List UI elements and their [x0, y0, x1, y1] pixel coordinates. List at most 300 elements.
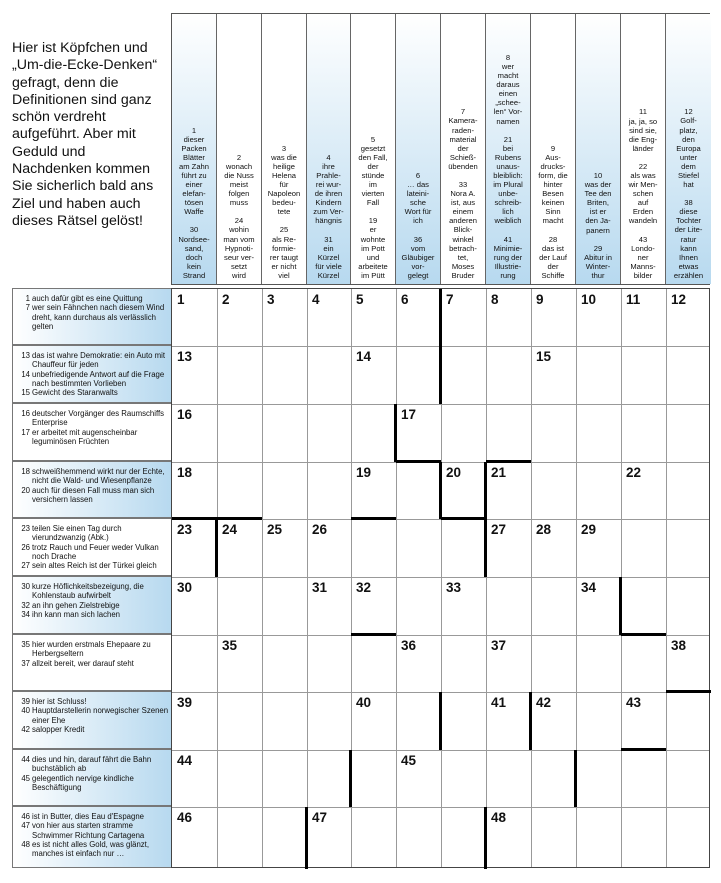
row-clue-number: 13: [21, 351, 30, 360]
row-clue-number: 26: [21, 542, 30, 552]
column-clue-line: wird: [232, 270, 246, 280]
grid-cell-number: 5: [356, 292, 364, 307]
column-clue-line: keinen: [541, 198, 565, 208]
column-clue-line: meist: [229, 180, 249, 190]
column-clue-line: am Zahn: [179, 161, 209, 171]
column-clue-line: schreib-: [494, 198, 522, 208]
grid-cell-number: 25: [267, 522, 283, 537]
row-clue-item: [18, 370, 169, 389]
word-separator: [484, 807, 487, 869]
word-separator: [529, 692, 532, 750]
column-clue-line: doch: [185, 252, 203, 262]
word-separator: [215, 519, 218, 577]
column-clue-line: was der: [584, 180, 612, 190]
grid-line-vertical: [531, 289, 532, 867]
grid-cell-number: 23: [177, 522, 193, 537]
column-clue-8: [486, 14, 531, 284]
column-clue-line: vom: [410, 243, 426, 253]
column-clue-line: formie-: [272, 243, 296, 253]
column-clue-11: [621, 14, 666, 284]
grid-line-vertical: [307, 289, 308, 867]
word-separator: [619, 577, 622, 635]
row-clue-4: [12, 461, 171, 518]
column-clue-line: gesetzt: [360, 143, 386, 153]
row-clue-5: [12, 518, 171, 576]
column-clue-line: thur: [591, 270, 605, 280]
grid-line-vertical: [217, 289, 218, 867]
row-clue-item: [18, 697, 169, 706]
column-clue-5: [351, 14, 396, 284]
grid-cell-number: 24: [222, 522, 238, 537]
row-clue-8: [12, 691, 171, 749]
column-clue-line: hat: [683, 180, 694, 190]
column-clue-line: für viele: [315, 261, 342, 271]
column-clue-line: platz,: [679, 125, 698, 135]
column-clue-line: 11: [639, 107, 647, 117]
grid-cell-number: 47: [312, 810, 328, 825]
row-clue-text: dies und hin, darauf fährt die Bahn buchstäblich ab: [32, 755, 152, 774]
column-clue-line: heilige: [273, 161, 295, 171]
grid-line-horizontal: [172, 577, 709, 578]
column-clue-line: im: [368, 180, 377, 190]
column-clue-line: seur ver-: [224, 252, 254, 262]
row-clue-item: [18, 351, 169, 370]
column-clue-line: auf: [637, 198, 649, 208]
row-clue-item: [18, 524, 169, 543]
column-clue-line: der: [367, 161, 379, 171]
column-clue-group: [307, 235, 350, 280]
grid-cell-number: 7: [446, 292, 454, 307]
column-clue-line: einer: [185, 180, 203, 190]
crossword-grid[interactable]: [171, 288, 710, 868]
column-clue-line: den Ja-: [585, 216, 611, 226]
column-clue-line: bilder: [633, 270, 653, 280]
column-clue-line: hängnis: [315, 216, 342, 226]
column-clue-line: rung: [500, 270, 516, 280]
column-clue-line: 5: [370, 134, 376, 144]
column-clue-line: Strand: [182, 270, 206, 280]
column-clue-line: wohin: [229, 225, 249, 235]
column-clue-line: Stiefel: [677, 170, 700, 180]
row-clue-number: 45: [21, 773, 30, 783]
grid-cell-number: 33: [446, 580, 462, 595]
column-clue-line: macht: [542, 216, 564, 226]
grid-cell-number: 38: [671, 638, 687, 653]
column-clue-line: ner: [637, 252, 649, 262]
column-clue-line: was die: [271, 152, 297, 162]
word-separator: [305, 807, 308, 869]
column-clue-line: den: [682, 134, 695, 144]
column-clue-line: Wort für: [404, 207, 432, 217]
column-clue-line: viel: [278, 270, 290, 280]
column-clue-group: [172, 126, 216, 217]
grid-cell-number: 43: [626, 695, 642, 710]
row-clue-text: Hauptdarstellerin norwegischer Szenen einer Ehe: [32, 706, 169, 725]
grid-cell-number: 26: [312, 522, 328, 537]
grid-cell-number: 36: [401, 638, 417, 653]
column-clue-line: sche: [409, 198, 427, 208]
row-clue-number: 20: [21, 485, 30, 495]
column-clue-line: der Lauf: [539, 252, 567, 262]
column-clue-line: winkel: [452, 234, 474, 244]
column-clue-line: Prahle-: [316, 170, 341, 180]
column-clue-line: die Eng-: [628, 134, 658, 144]
column-clues-header: [171, 13, 710, 285]
column-clue-group: [351, 216, 395, 280]
column-clue-line: einen: [498, 89, 518, 99]
column-clue-line: sind sie,: [629, 125, 657, 135]
column-clue-line: der: [457, 143, 469, 153]
grid-cell-number: 13: [177, 349, 193, 364]
column-clue-line: wer: [501, 61, 515, 71]
row-clue-text: allzeit bereit, wer darauf steht: [32, 658, 134, 668]
word-separator: [439, 346, 442, 404]
column-clue-line: Illustrie-: [494, 261, 522, 271]
column-clue-line: gelegt: [407, 270, 429, 280]
column-clue-group: [486, 53, 530, 126]
column-clue-line: Helena: [271, 170, 297, 180]
grid-cell-number: 11: [626, 292, 641, 307]
row-clue-7: [12, 634, 171, 691]
column-clue-group: [666, 107, 711, 189]
column-clue-line: 2: [236, 152, 242, 162]
column-clue-line: wohnte: [360, 234, 386, 244]
word-separator: [351, 633, 396, 636]
word-separator: [484, 519, 487, 577]
row-clue-number: 18: [21, 467, 30, 476]
column-clue-10: [576, 14, 621, 284]
row-clue-text: er arbeitet mit augenscheinbar leguminösen Früchten: [32, 427, 138, 446]
column-clue-4: [307, 14, 351, 284]
column-clue-group: [486, 235, 530, 280]
column-clue-line: ratur: [680, 234, 697, 244]
row-clue-number: 42: [21, 724, 30, 734]
column-clue-line: daraus: [496, 80, 520, 90]
grid-cell-number: 34: [581, 580, 597, 595]
column-clue-line: 24: [234, 216, 244, 226]
column-clue-line: tet,: [457, 252, 469, 262]
row-clue-number: 48: [21, 839, 30, 849]
row-clue-item: [18, 388, 169, 397]
grid-cell-number: 20: [446, 465, 462, 480]
word-separator: [217, 517, 262, 520]
word-separator: [439, 462, 442, 519]
column-clue-line: ist er: [589, 207, 607, 217]
column-clue-line: lateini-: [406, 189, 430, 199]
row-clue-item: [18, 812, 169, 821]
column-clue-line: weiblich: [494, 216, 522, 226]
grid-cell-number: 28: [536, 522, 552, 537]
row-clue-item: [18, 774, 169, 793]
column-clue-1: [172, 14, 217, 284]
column-clue-line: muss: [229, 198, 249, 208]
column-clue-2: [217, 14, 262, 284]
row-clue-text: es ist nicht alles Gold, was glänzt, manches ist einfach nur …: [32, 839, 150, 859]
grid-line-horizontal: [172, 404, 709, 405]
column-clue-group: [262, 225, 306, 280]
column-clue-line: Minimie-: [493, 243, 523, 253]
row-clue-number: 14: [21, 369, 30, 379]
grid-cell-number: 39: [177, 695, 193, 710]
column-clue-line: kann: [680, 243, 697, 253]
row-clue-item: [18, 486, 169, 505]
column-clue-group: [217, 153, 261, 208]
column-clue-line: Moses: [451, 261, 475, 271]
column-clue-line: der: [547, 261, 559, 271]
grid-line-vertical: [262, 289, 263, 867]
column-clue-line: Briten,: [587, 198, 609, 208]
column-clue-line: 36: [413, 234, 423, 244]
grid-cell-number: 4: [312, 292, 320, 307]
column-clue-line: … das: [407, 180, 429, 190]
column-clue-line: wir Men-: [628, 180, 658, 190]
column-clue-line: 22: [638, 161, 648, 171]
row-clue-text: ist in Butter, dies Eau d'Espagne: [32, 812, 145, 821]
column-clue-line: 4: [326, 152, 331, 162]
column-clue-line: lich: [502, 207, 514, 217]
column-clue-line: Rubens: [494, 152, 522, 162]
grid-line-vertical: [396, 289, 397, 867]
row-clue-text: hier ist Schluss!: [32, 697, 87, 706]
row-clue-10: [12, 806, 171, 868]
row-clue-item: [18, 409, 169, 428]
row-clue-text: gelegentlich nervige kindliche Beschäftigung: [32, 773, 134, 792]
grid-cell-number: 41: [491, 695, 507, 710]
grid-cell-number: 16: [177, 407, 193, 422]
column-clue-line: bedeu-: [272, 198, 296, 208]
word-separator: [439, 692, 442, 750]
row-clue-item: [18, 725, 169, 734]
word-separator: [396, 460, 441, 463]
row-clue-text: kurze Höflichkeitsbezeigung, die Kohlenstaub aufwirbelt: [32, 582, 144, 601]
column-clue-line: dem: [681, 161, 696, 171]
row-clue-text: hier wurden erstmals Ehepaare zu Herbergseltern: [32, 640, 151, 659]
column-clue-line: unaus-: [496, 161, 520, 171]
word-separator: [484, 462, 487, 519]
column-clue-line: rung der: [493, 252, 523, 262]
column-clue-group: [531, 235, 575, 280]
row-clue-text: salopper Kredit: [32, 724, 85, 734]
column-clue-line: im Pütt: [361, 270, 385, 280]
grid-cell-number: 2: [222, 292, 230, 307]
word-separator: [666, 690, 711, 693]
row-clue-number: 1: [25, 294, 30, 303]
column-clue-line: kein: [187, 261, 201, 271]
column-clue-line: Ihnen: [678, 252, 698, 262]
column-clue-line: 38: [684, 198, 693, 208]
grid-cell-number: 31: [312, 580, 328, 595]
column-clue-group: [441, 107, 485, 171]
word-separator: [441, 517, 486, 520]
grid-cell-number: 15: [536, 349, 552, 364]
row-clue-number: 47: [21, 821, 30, 831]
row-clue-number: 34: [21, 609, 30, 619]
row-clue-number: 27: [21, 561, 30, 571]
column-clue-line: bleiblich:: [493, 170, 523, 180]
column-clue-line: len“ Vor-: [493, 107, 523, 117]
column-clue-line: Manns-: [630, 261, 656, 271]
column-clue-line: 28: [548, 234, 558, 244]
column-clue-line: wandeln: [628, 216, 658, 226]
column-clue-line: raden-: [452, 125, 474, 135]
column-clue-line: führt zu: [181, 170, 207, 180]
column-clue-line: wonach: [225, 161, 253, 171]
column-clue-line: etwas: [678, 261, 699, 271]
row-clue-item: [18, 755, 169, 774]
word-separator: [349, 750, 352, 807]
column-clue-line: Waffe: [184, 207, 204, 217]
column-clue-line: sand,: [184, 243, 204, 253]
row-clue-item: [18, 821, 169, 840]
row-clue-text: deutscher Vorgänger des Raumschiffs Enterprise: [32, 409, 165, 428]
grid-cell-number: 21: [491, 465, 507, 480]
row-clue-text: auch für diesen Fall muss man sich versichern lassen: [32, 485, 155, 504]
row-clue-number: 15: [21, 388, 30, 398]
row-clue-text: schweißhemmend wirkt nur der Echte, nicht die Wald- und Wiesenpflanze: [32, 467, 165, 486]
row-clue-item: [18, 582, 169, 601]
grid-cell-number: 17: [401, 407, 417, 422]
column-clue-line: 10: [593, 170, 603, 180]
column-clue-line: ich: [413, 216, 423, 226]
row-clue-text: wer sein Fähnchen nach diesem Wind dreht, kann durchaus als verlässlich gelten: [32, 303, 165, 331]
column-clue-line: die Nuss: [224, 170, 254, 180]
grid-cell-number: 37: [491, 638, 507, 653]
grid-line-vertical: [666, 289, 667, 867]
column-clue-line: 25: [279, 225, 289, 235]
row-clue-text: sein altes Reich ist der Türkei gleich: [32, 561, 157, 571]
row-clue-text: an ihn gehen Zielstrebige: [32, 600, 120, 610]
row-clue-number: 7: [25, 303, 30, 313]
column-clue-line: 1: [191, 125, 197, 135]
row-clue-number: 32: [21, 600, 30, 610]
column-clue-line: länder: [632, 143, 654, 153]
grid-cell-number: 30: [177, 580, 193, 595]
column-clue-line: 3: [281, 143, 287, 153]
intro-text: Hier ist Köpfchen und „Um-die-Ecke-Denken“ gefragt, denn die Definitionen sind ganz schön verdreht aufgeführt. Aber mit Geduld und Nachdenken kommen Sie sicherlich bald ans Ziel und haben auch dieses Rätsel gelöst!: [12, 40, 158, 229]
column-clue-line: stünde: [361, 170, 385, 180]
column-clue-line: man vom: [223, 234, 255, 244]
column-clue-group: [351, 135, 395, 208]
row-clue-item: [18, 294, 169, 303]
grid-line-vertical: [486, 289, 487, 867]
column-clue-line: vierten: [361, 189, 385, 199]
column-clue-line: Londo-: [631, 243, 655, 253]
column-clue-line: Blick-: [453, 225, 473, 235]
row-clue-text: unbefriedigende Antwort auf die Frage nach bestimmten Vorlieben: [32, 369, 165, 388]
row-clue-text: ihn kann man sich lachen: [32, 609, 120, 619]
column-clue-line: anderen: [449, 216, 477, 226]
column-clue-line: im Pott: [361, 243, 385, 253]
column-clue-line: und: [366, 252, 380, 262]
row-clue-item: [18, 706, 169, 725]
grid-cell-number: 46: [177, 810, 193, 825]
column-clue-6: [396, 14, 441, 284]
column-clue-line: Kamera-: [448, 116, 478, 126]
row-clue-6: [12, 576, 171, 634]
row-clue-2: [12, 345, 171, 403]
column-clue-line: Schiffe: [541, 270, 565, 280]
column-clue-line: den Fall,: [358, 152, 388, 162]
column-clue-line: 30: [189, 225, 199, 235]
row-clue-number: 46: [21, 812, 30, 821]
row-clue-item: [18, 543, 169, 562]
row-clue-text: teilen Sie einen Tag durch vierundzwanzig (Abk.): [32, 524, 122, 543]
column-clue-line: der Lite-: [674, 225, 703, 235]
column-clue-line: Erden: [632, 207, 654, 217]
column-clue-line: material: [449, 134, 477, 144]
column-clue-line: Aus-: [545, 152, 561, 162]
row-clue-text: trotz Rauch und Feuer weder Vulkan noch Drache: [32, 542, 159, 561]
column-clue-line: 8: [505, 52, 511, 62]
column-clue-line: rer taugt: [269, 252, 299, 262]
row-clue-item: [18, 303, 169, 331]
row-clue-item: [18, 840, 169, 859]
row-clue-number: 44: [21, 755, 30, 764]
word-separator: [439, 289, 442, 346]
column-clue-line: übenden: [448, 161, 478, 171]
column-clue-group: [172, 225, 216, 280]
grid-cell-number: 12: [671, 292, 687, 307]
column-clue-line: 6: [415, 170, 421, 180]
column-clue-line: form, die: [538, 170, 568, 180]
column-clue-line: 21: [503, 134, 513, 144]
row-clue-number: 39: [21, 697, 30, 706]
column-clue-line: unbe-: [498, 189, 518, 199]
word-separator: [172, 517, 217, 520]
grid-cell-number: 18: [177, 465, 193, 480]
column-clue-line: das ist: [542, 243, 564, 253]
row-clue-item: [18, 610, 169, 619]
grid-cell-number: 35: [222, 638, 238, 653]
row-clue-text: Gewicht des Staranwalts: [32, 388, 118, 398]
row-clue-number: 35: [21, 640, 30, 649]
column-clue-group: [576, 171, 620, 235]
column-clue-line: macht: [497, 71, 519, 81]
column-clue-group: [396, 235, 440, 280]
column-clue-line: Schieß-: [449, 152, 477, 162]
column-clue-line: Golf-: [680, 116, 697, 126]
column-clue-line: ein: [323, 243, 334, 253]
column-clue-line: Gläubiger: [401, 252, 435, 262]
grid-cell-number: 8: [491, 292, 499, 307]
column-clue-12: [666, 14, 711, 284]
column-clue-line: 41: [503, 234, 513, 244]
grid-cell-number: 44: [177, 753, 193, 768]
column-clue-group: [441, 180, 485, 280]
column-clue-group: [666, 198, 711, 280]
column-clue-line: namen: [496, 116, 520, 126]
grid-cell-number: 3: [267, 292, 275, 307]
column-clue-line: setzt: [230, 261, 248, 271]
column-clue-line: dieser: [183, 134, 205, 144]
row-clue-1: [12, 288, 171, 345]
column-clue-group: [262, 144, 306, 217]
column-clue-line: im Plural: [493, 180, 523, 190]
row-clue-item: [18, 601, 169, 610]
column-clue-line: 12: [684, 107, 693, 117]
word-separator: [486, 460, 531, 463]
column-clue-line: für: [279, 180, 289, 190]
column-clue-line: bei: [502, 143, 514, 153]
grid-cell-number: 22: [626, 465, 642, 480]
column-clue-line: Winter-: [585, 261, 611, 271]
column-clue-line: Kürzel: [317, 252, 340, 262]
column-clue-line: 9: [550, 143, 556, 153]
column-clue-line: tete: [277, 207, 291, 217]
grid-cell-number: 14: [356, 349, 372, 364]
column-clue-line: 33: [458, 179, 468, 189]
grid-cell-number: 40: [356, 695, 372, 710]
